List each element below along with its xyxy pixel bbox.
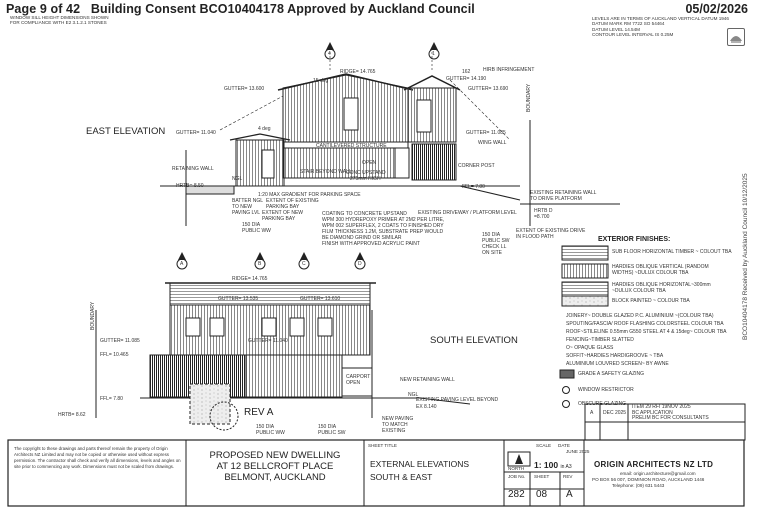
project-name — [190, 450, 360, 483]
scale-text: 1: 100 — [534, 460, 559, 470]
coating-line: WPM 002 SUPERFLEX, 2 COATS TO FINISHED DRY — [322, 223, 444, 229]
page-label: Page 9 of 42 — [6, 2, 81, 16]
east-gutter-14190: GUTTER= 14.190 — [446, 76, 487, 82]
coating-line: BE DIAMOND GRIND OR SIMILAR — [322, 235, 402, 241]
axis-label-c: C — [302, 261, 306, 267]
east-driveway: EXISTING DRIVEWAY / PLATFORM LEVEL — [418, 210, 517, 216]
east-check-ll: CHECK LL ON SITE — [482, 244, 507, 256]
east-coating — [322, 211, 444, 247]
legend-swatch-vertical — [562, 264, 608, 278]
south-ngl: NGL — [408, 392, 419, 398]
rev-value: A — [566, 489, 573, 500]
axis-label-4: 4 — [328, 51, 331, 57]
east-retaining-wall: RETAINING WALL — [172, 166, 214, 172]
job-label: JOB No. — [508, 474, 526, 479]
firm-phone: Telephone: (09) 631 5443 — [612, 483, 665, 488]
south-boundary: BOUNDARY — [90, 301, 96, 330]
legend-obscure: OBSCURE GLAZING — [578, 401, 627, 407]
finishes-notes — [566, 312, 726, 368]
date-label: DATE — [558, 443, 570, 448]
east-ridge: RIDGE= 14.765 — [340, 69, 376, 75]
south-gutter-13535: GUTTER= 13.535 — [218, 296, 259, 302]
south-public-sw: 150 DIA PUBLIC SW — [318, 424, 346, 436]
finish-item: BLOCK PAINTED ~ COLOUR TBA — [612, 298, 690, 304]
project-line: PROPOSED NEW DWELLING — [209, 450, 341, 461]
east-existing-wall: EXISTING RETAINING WALL TO DRIVE PLATFORM — [530, 190, 597, 202]
legend-grade: GRADE A SAFETY GLAZING — [578, 371, 645, 377]
east-public-sw: 150 DIA PUBLIC SW — [482, 232, 510, 244]
legend-restrictor-icon — [563, 387, 570, 394]
finish-note: SOFFIT~HARDIES HARDIGROOVE ~ TBA — [566, 353, 664, 359]
finish-note: JOINERY~ DOUBLE GLAZED P.C. ALUMINIUM ~(COLOUR TBA) — [566, 313, 714, 319]
east-extent-parking: EXTENT OF EXISTING PARKING BAY — [266, 198, 319, 210]
axis-label-a: A — [180, 261, 184, 267]
rev-label: REV — [563, 474, 573, 479]
firm-address: PO BOX 56 007, DOMINION ROAD, AUCKLAND 1446 — [592, 477, 705, 482]
east-gutter-11040: GUTTER= 11.040 — [176, 130, 216, 136]
scale-value — [534, 460, 572, 470]
east-open: OPEN — [362, 160, 377, 166]
east-hirb-d: HRTB D =8.700 — [534, 208, 553, 220]
axis-label-1: 1 — [432, 51, 435, 57]
finish-note: O~ OPAQUE GLASS — [566, 345, 614, 351]
coating-line: COATING TO CONCRETE UPSTAND — [322, 211, 407, 217]
finish-note: FENCING~TIMBER SLATTED — [566, 337, 634, 343]
east-hirb-b: HRTB= 8.50 — [176, 183, 204, 189]
scale-label: SCALE — [536, 443, 552, 448]
south-gutter-11040: GUTTER= 11.040 — [248, 338, 288, 344]
sheet-title — [370, 458, 469, 484]
levels-note-line: CONTOUR LEVEL INTERVAL IS 0.25M — [592, 32, 674, 38]
sill-note-line2: FOR COMPLIANCE WITH E2 3.1.2.1 STONES — [10, 20, 107, 26]
east-ngl: NGL — [232, 176, 243, 182]
consent-text: Building Consent BCO10404178 Approved by Auckland Council — [90, 2, 475, 16]
levels-note-line: LEVELS ARE IN TERMS OF AUCKLAND VERTICAL DATUM 1946 — [592, 16, 729, 21]
revision-desc — [632, 405, 709, 422]
legend-restrictor: WINDOW RESTRICTOR — [578, 387, 634, 393]
east-cantilevered: CANTILEVERED STRUCTURE — [316, 143, 387, 149]
east-deg15: 15 deg — [313, 78, 329, 84]
legend-swatch-block — [562, 296, 608, 306]
east-gutter-11085: GUTTER= 11.085 — [466, 130, 506, 136]
firm-email: email: origin.architecture@gmail.com — [620, 471, 696, 476]
job-value: 282 — [508, 489, 525, 500]
south-elevation-title: SOUTH ELEVATION — [430, 335, 518, 346]
east-gutter-13690: GUTTER= 13.690 — [468, 86, 509, 92]
sheet-title-line: EXTERNAL ELEVATIONS — [370, 459, 470, 469]
copyright-text: The copyright to these drawings and parts thereof remain the property of Origin Architects NZ Limited and may not be copied or otherwise used without express permission. The contractor shall check and verify all dimensions, levels and angles on site prior to commencing any work. Dimensions must not be scaled from drawings. — [14, 446, 181, 469]
sill-note-line1: WINDOW SILL HEIGHT DIMENSIONS SHOWN — [10, 15, 109, 20]
revision-rev: A — [590, 410, 594, 416]
south-ridge: RIDGE= 14.765 — [232, 276, 268, 282]
finish-item: HARDIES OBLIQUE HORIZONTAL~300mm ~DULUX COLOUR TBA — [612, 282, 711, 294]
header-date: 05/02/2026 — [685, 2, 748, 16]
south-elevation-building — [96, 283, 470, 424]
axis-label-d: D — [358, 261, 362, 267]
legend-obscure-icon — [563, 401, 570, 408]
east-elevation-title: EAST ELEVATION — [86, 126, 166, 137]
revision-desc-line: PRELIM BC FOR CONSULTANTS — [632, 415, 709, 422]
finish-note: ROOF~STILELINE 0.55mm G550 STEEL AT 4 & 15deg~ COLOUR TBA — [566, 329, 727, 335]
levels-note-line: DATUM LEVEL 14.54M — [592, 26, 640, 32]
south-public-ww: 150 DIA PUBLIC WW — [256, 424, 285, 436]
south-ffl-10465: FFL= 10.465 — [100, 352, 129, 358]
finish-item: HARDIES OBLIQUE VERTICAL (RANDOM WIDTHS) ~DULUX COLOUR TBA — [612, 264, 709, 276]
east-extent-new-parking: EXTENT OF NEW PARKING BAY — [262, 210, 304, 222]
south-rev-a: REV A — [244, 407, 274, 418]
east-conc: CONC UPSTAND — [346, 170, 386, 176]
south-new-paving: NEW PAVING TO MATCH EXISTING — [382, 416, 414, 434]
axis-label-b: B — [258, 261, 262, 267]
south-hirb: HRTB= 8.62 — [58, 412, 86, 418]
east-conc2: 275mm HIGH — [350, 176, 381, 182]
finishes-title: EXTERIOR FINISHES: — [598, 236, 671, 243]
coating-line: FINISH WITH APPROVED ACRYLIC PAINT — [322, 241, 420, 247]
east-wing-wall: WING WALL — [478, 140, 507, 146]
south-existing-paving: EXISTING PAVING LEVEL BEYOND — [416, 397, 499, 403]
south-carport: CARPORT OPEN — [346, 374, 371, 386]
revision-desc-line: ITEM 29 RFI 19NOV 2025 — [632, 404, 691, 410]
revision-date: DEC 2025 — [603, 410, 627, 416]
finish-item: SUB FLOOR HORIZONTAL TIMBER ~ COLOUT TBA — [612, 249, 732, 255]
sheet-value: 08 — [536, 489, 548, 500]
finish-note: ALUMINIUM LOUVRED SCREEN~ BY AWNE — [566, 361, 669, 367]
side-stamp-text: BCO10404178 Received by Auckland Council 10/12/2025 — [742, 173, 749, 340]
date-value: JUNE 2025 — [566, 449, 590, 454]
south-gutter-13610: GUTTER= 13.610 — [300, 296, 341, 302]
finish-note: SPOUTING/FASCIA/ ROOF FLASHING COLORSTEEL COLOUR TBA — [566, 321, 724, 327]
project-line: AT 12 BELLCROFT PLACE — [216, 461, 334, 472]
coating-line: WPM 300 HYDREPOXY PRIMER AT 2M2 PER LITRE, — [322, 217, 445, 223]
east-gutter-13600: GUTTER= 13.600 — [224, 86, 265, 92]
east-corner-post: CORNER POST — [458, 163, 495, 169]
east-hirb: HIRB INFRINGEMENT — [483, 67, 535, 73]
sheet-title-label: SHEET TITLE — [368, 443, 397, 448]
south-ex-8140: EX 8.140 — [416, 404, 437, 410]
east-ffl: FFL= 7.80 — [462, 184, 485, 190]
east-flood: EXTENT OF EXISTING DRIVE IN FLOOD PATH — [516, 228, 586, 240]
firm-name: ORIGIN ARCHITECTS NZ LTD — [594, 460, 714, 469]
legend-swatch-grade — [560, 370, 574, 378]
east-stair: STAIR BEYOND WALL — [300, 169, 352, 175]
north-arrow-icon — [508, 452, 530, 466]
east-boundary: BOUNDARY — [526, 83, 532, 112]
scale-suffix: in A3 — [560, 464, 572, 470]
coating-line: FILM THICKNESS 1.2M, SUBSTRATE PREP WOULD — [322, 229, 444, 235]
east-gradient: 1:20 MAX GRADIENT FOR PARKING SPACE — [258, 192, 361, 198]
sheet-title-line: SOUTH & EAST — [370, 472, 433, 482]
south-gutter-11085: GUTTER= 11.085 — [100, 338, 140, 344]
sheet-label: SHEET — [534, 474, 550, 479]
revision-desc-line: BC APPLICATION — [632, 409, 673, 416]
legend-swatch-subfloor — [562, 246, 608, 260]
east-deg4: 4 deg — [258, 126, 271, 132]
east-batter: BATTER NGL TO NEW PAVING LVL — [232, 198, 263, 216]
east-ww150: 150 DIA PUBLIC WW — [242, 222, 271, 234]
north-label: NORTH — [508, 466, 525, 471]
south-new-ret: NEW RETAINING WALL — [400, 377, 455, 383]
east-dim-162: 162 — [462, 69, 471, 75]
levels-note-line: DATUM MARK RM 7722 SO 54464 — [592, 21, 665, 27]
project-line: BELMONT, AUCKLAND — [224, 472, 326, 483]
south-ffl-780: FFL= 7.80 — [100, 396, 123, 402]
legend-swatch-horizontal — [562, 282, 608, 296]
